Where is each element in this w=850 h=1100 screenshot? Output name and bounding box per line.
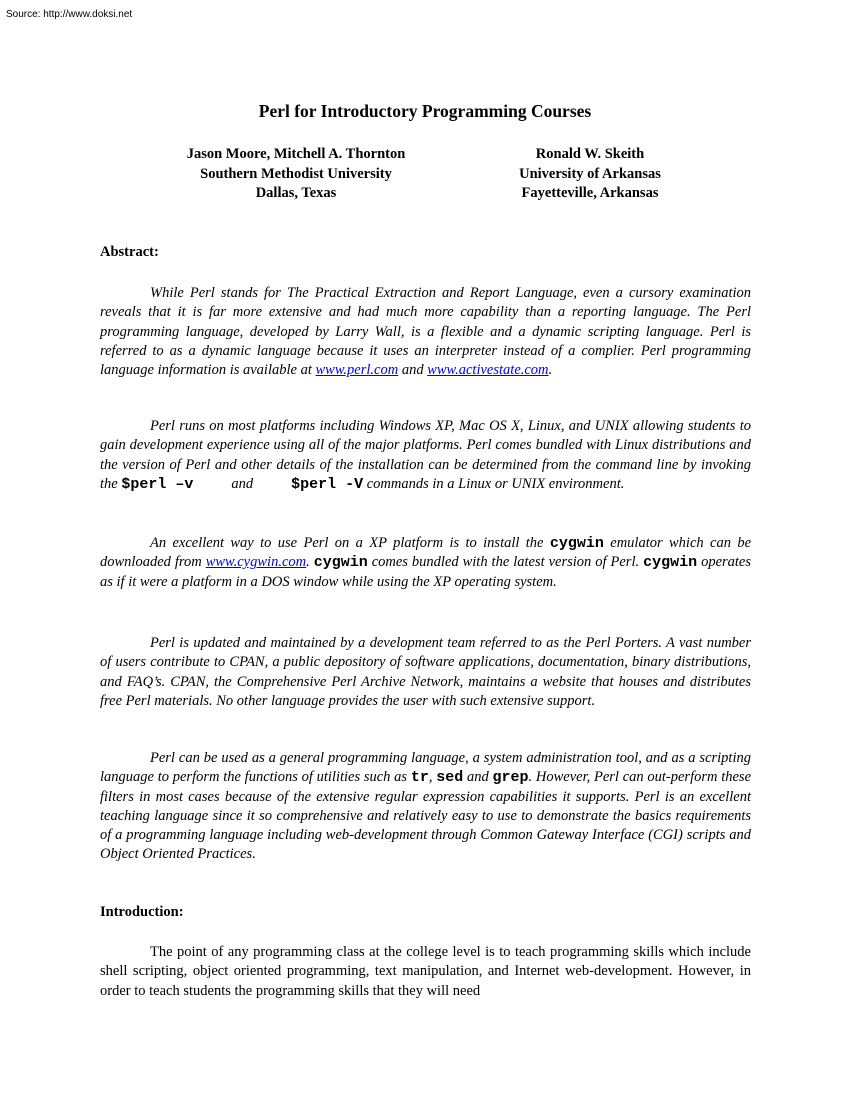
authors-right [440,145,740,204]
introduction-paragraph-1: The point of any programming class at the college level is to teach programming skills which include shell scripting, object oriented programming, text manipulation, and Internet web-development. However, in order to teach students the programming skills that they will need [100,944,751,999]
sed-command: sed [436,769,464,787]
cygwin-command-2: cygwin [313,554,368,572]
abstract-paragraph-5 [100,749,751,865]
paper-title: Perl for Introductory Programming Courses [258,101,592,121]
cygwin-command-1: cygwin [549,535,604,552]
abstract-p3-text4: comes bundled with the latest version of Perl. [367,554,644,571]
grep-command: grep [492,769,529,787]
perl-v-command: $perl –v [121,475,194,493]
perl-link[interactable]: www.perl.com [315,362,399,379]
abstract-p5-text1: Perl can be used as a general programming language, a system administration tool, and as a scripting language to perform the functions of utilities such as [100,750,751,786]
abstract-paragraph-2 [100,417,751,494]
author-names-left: Jason Moore, Mitchell A. Thornton [186,146,406,162]
cygwin-command-3: cygwin [643,554,698,572]
abstract-p5-text2: . However, Perl can out-perform these filters in most cases because of the extensive regular expression capabilities it supports. Perl is an excellent teaching language since it so comprehensive and relatively easy to use to demonstrate the basics requirements of a programming language including web-development through Common Gateway Interface (CGI) scripts and Object Oriented Practices. [100,769,751,863]
affiliation-left: Southern Methodist University [200,165,392,182]
abstract-paragraph-4: Perl is updated and maintained by a development team referred to as the Perl Porters. A vast number of users contribute to CPAN, a public depository of software applications, documentation, binary distributions, and FAQ’s. CPAN, the Comprehensive Perl Archive Network, maintains a website that houses and distributes free Perl materials. No other language provides the user with such extensive support. [100,635,751,709]
abstract-p2-text: Perl runs on most platforms including Windows XP, Mac OS X, Linux, and UNIX allowing students to gain development experience using all of the major platforms. Perl comes bundled with Linux distributions and the version of Perl and other details of the installation can be determined from the command line by invoking the [100,418,751,492]
abstract-p1-and: and [398,362,428,379]
introduction-heading: Introduction: [100,904,184,920]
abstract-p5-sep1: , [428,769,437,786]
abstract-heading: Abstract: [100,244,159,260]
cygwin-link[interactable]: www.cygwin.com [205,554,307,571]
abstract-p5-sep2: and [463,769,493,786]
source-line: Source: http://www.doksi.net [6,9,133,20]
abstract-p2-and: and [231,475,254,492]
abstract-p3-text5: operates as if it were a platform in a DOS window while using the XP operating system. [100,554,751,590]
activestate-link[interactable]: www.activestate.com [427,362,549,379]
tr-command: tr [410,769,429,787]
abstract-paragraph-3 [100,534,751,592]
perl-V-command: $perl -V [291,475,364,493]
location-right: Fayetteville, Arkansas [521,185,659,201]
abstract-p1-end: . [548,362,553,379]
abstract-p3-text2: emulator which can be downloaded from [100,535,752,571]
location-left: Dallas, Texas [255,185,337,201]
abstract-p2-end: commands in a Linux or UNIX environment. [363,475,625,492]
affiliation-right: University of Arkansas [519,165,661,182]
abstract-p1-text: While Perl stands for The Practical Extraction and Report Language, even a cursory examination reveals that it is far more extensive and had much more capability than a reporting language. The Perl programming language, developed by Larry Wall, is a flexible and a dynamic scripting language. Perl is referred to as a dynamic language because it uses an interpreter instead of a complier. Perl programming language information is available at [100,285,751,379]
abstract-paragraph-1 [100,284,751,380]
abstract-p3-text1: An excellent way to use Perl on a XP platform is to install the [150,535,550,551]
abstract-p3-text3: . [306,554,314,571]
author-names-right: Ronald W. Skeith [535,146,645,162]
authors-left [146,145,446,204]
